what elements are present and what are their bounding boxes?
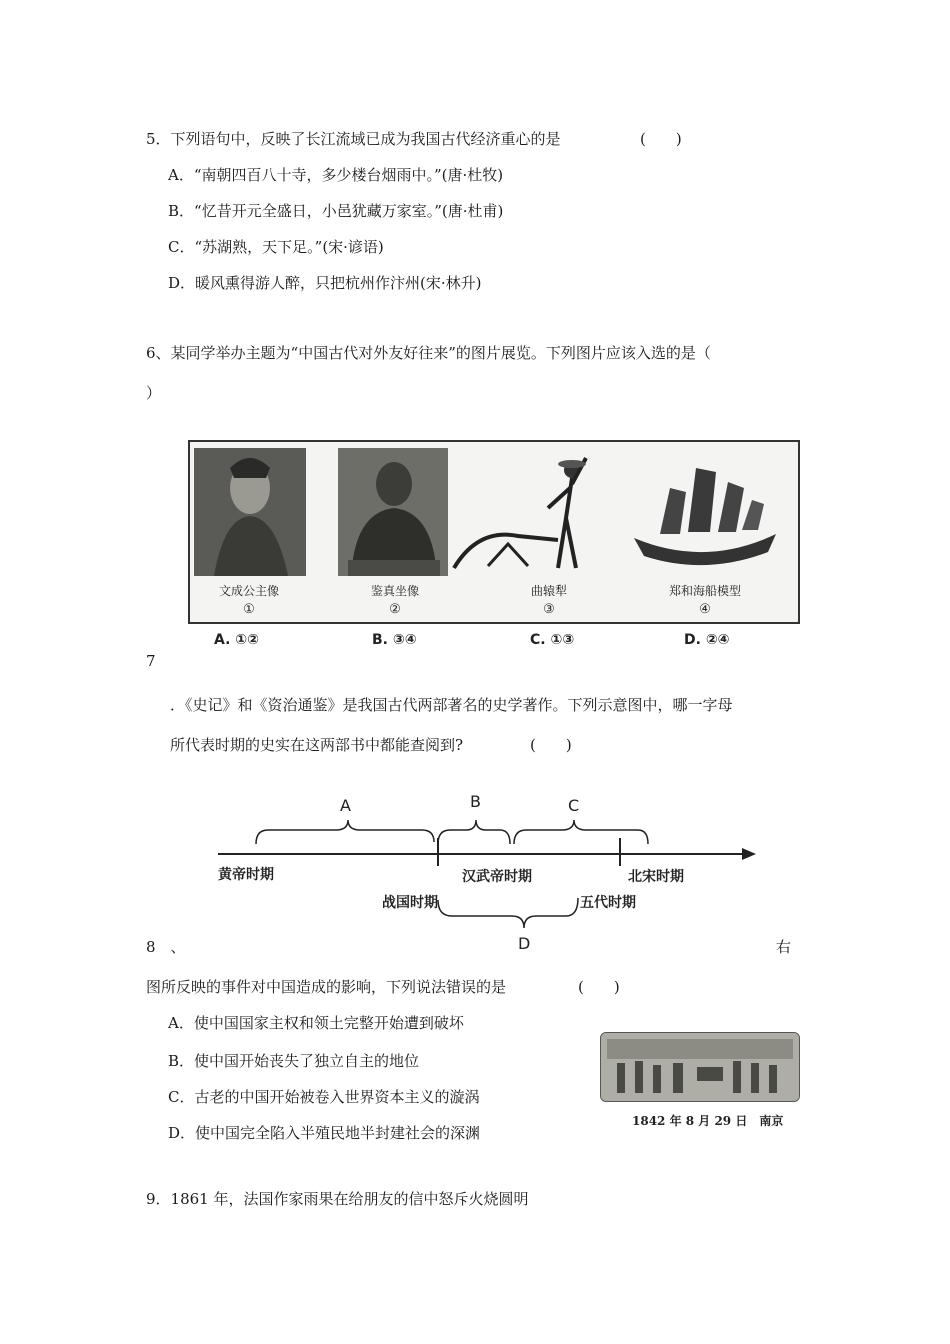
q8-stem: 图所反映的事件对中国造成的影响，下列说法错误的是 [146, 978, 507, 996]
picture-3-caption: 曲辕犁 [530, 584, 567, 598]
photo-caption: 1842 年 8 月 29 日 南京 [632, 1114, 784, 1128]
jianzhen-statue-image [338, 448, 450, 576]
q5-option-b: B．“忆昔开元全盛日，小邑犹藏万家室。”(唐·杜甫) [168, 202, 504, 220]
q8-right: 右 [776, 938, 792, 956]
q6-stem: 6、某同学举办主题为“中国古代对外友好往来”的图片展览。下列图片应该入选的是（ [146, 344, 711, 362]
q5-paren: ( ) [640, 130, 682, 148]
timeline-letter-b: B [470, 792, 481, 811]
picture-1-caption: 文成公主像 [218, 584, 279, 598]
picture-2-number: ② [389, 602, 401, 617]
q8-paren: ( ) [578, 978, 620, 996]
q8-option-c: C．古老的中国开始被卷入世界资本主义的漩涡 [168, 1088, 480, 1106]
q7-line1: ．《史记》和《资治通鉴》是我国古代两部著名的史学著作。下列示意图中，哪一字母 [170, 696, 733, 714]
picture-2-caption: 鉴真坐像 [370, 584, 419, 598]
q5-option-a: A．“南朝四百八十寺，多少楼台烟雨中。”(唐·杜牧) [168, 166, 504, 184]
treaty-scene-illustration [601, 1033, 799, 1101]
picture-4-caption: 郑和海船模型 [668, 584, 741, 598]
label-beisong: 北宋时期 [628, 869, 684, 885]
q6-choice-c: C. ①③ [530, 632, 575, 648]
q9-stem: 9．1861 年，法国作家雨果在给朋友的信中怒斥火烧圆明 [146, 1190, 529, 1208]
q5-option-c: C．“苏湖熟，天下足。”(宋·谚语) [168, 238, 384, 256]
label-hanwudi: 汉武帝时期 [462, 869, 532, 885]
zhenghe-ship-image [630, 448, 780, 576]
treaty-signing-photo [600, 1032, 800, 1102]
q8-option-b: B．使中国开始丧失了独立自主的地位 [168, 1052, 420, 1070]
q8-option-a: A．使中国国家主权和领土完整开始遭到破坏 [168, 1014, 464, 1032]
q7-paren: ( ) [530, 736, 572, 754]
timeline-letter-d: D [518, 934, 531, 953]
q8-number: 8 、 [146, 938, 186, 956]
label-huangdi: 黄帝时期 [218, 867, 274, 883]
wencheng-statue-image [194, 448, 306, 576]
q6-stem-end: ） [146, 384, 162, 402]
quyuan-plough-image [448, 448, 598, 576]
picture-1-number: ① [243, 602, 255, 617]
q5-stem: 5．下列语句中，反映了长江流域已成为我国古代经济重心的是 [146, 130, 561, 148]
label-zhanguo: 战国时期 [382, 895, 438, 911]
q6-choice-d: D. ②④ [684, 632, 730, 648]
q8-option-d: D．使中国完全陷入半殖民地半封建社会的深渊 [168, 1124, 481, 1142]
picture-4-number: ④ [699, 602, 711, 617]
timeline-letter-c: C [568, 796, 580, 815]
q7-line2: 所代表时期的史实在这两部书中都能查阅到? [170, 736, 464, 754]
q6-choice-b: B. ③④ [372, 632, 417, 648]
q7-number: 7 [146, 652, 156, 670]
picture-3-number: ③ [543, 602, 555, 617]
label-wudai: 五代时期 [580, 895, 636, 911]
q6-choice-a: A. ①② [214, 632, 259, 648]
q6-picture-panel [188, 440, 800, 624]
q5-option-d: D．暖风熏得游人醉，只把杭州作汴州(宋·林升) [168, 274, 482, 292]
timeline-letter-a: A [340, 796, 351, 815]
